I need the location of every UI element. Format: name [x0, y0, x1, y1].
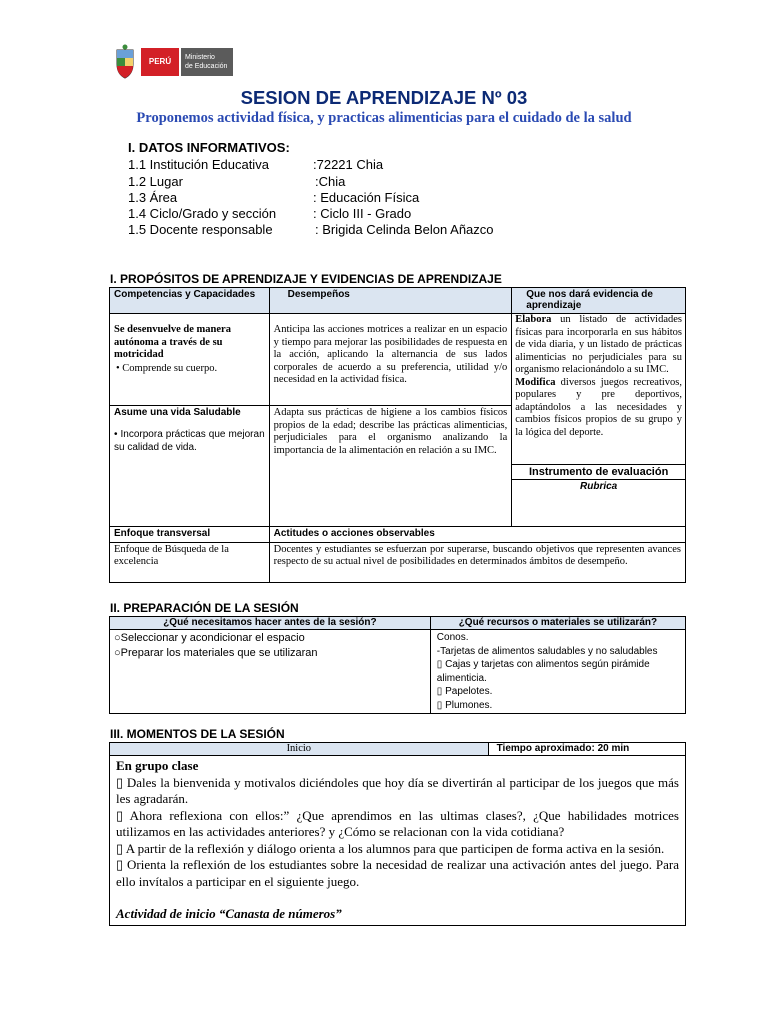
preparacion-heading: II. PREPARACIÓN DE LA SESIÓN [110, 601, 299, 615]
evidencia-verb: Modifica [515, 376, 556, 388]
tiempo-label: Tiempo aproximado: 20 min [488, 743, 685, 756]
datos-label: 1.5 Docente responsable [128, 222, 273, 237]
list-item: ▯ Cajas y tarjetas con alimentos según pirámide alimenticia. [436, 659, 650, 684]
paragraph: ▯ Dales la bienvenida y motivalos diciéndoles que hoy día se divertirán al participar de los juegos que más les agradarán. [116, 774, 679, 806]
datos-row [128, 157, 269, 172]
col-evidencia: Que nos dará evidencia de aprendizaje [512, 288, 686, 314]
circle-bullet-icon: ○ [114, 632, 121, 644]
comp1-desempeno: Anticipa las acciones motrices a realizar en un espacio y tiempo para mejorar las posibilidades de respuesta en la acción, aplicando la alternancia de sus lados corporales de acuerdo a su preferencia, utilidad y/o necesidad en la actividad física. [269, 314, 512, 406]
datos-label: 1.1 Institución Educativa [128, 157, 269, 172]
datos-label: 1.4 Ciclo/Grado y sección [128, 206, 277, 221]
inicio-content [110, 756, 686, 926]
comp2-desempeno: Adapta sus prácticas de higiene a los cambios físicos propios de la edad; describe las prácticas alimenticias, perjudiciales para el organismo analizando la importancia de la alimentación en relación a su IMC. [269, 406, 512, 527]
datos-label: 1.3 Área [128, 190, 178, 205]
datos-row [128, 190, 177, 205]
circle-bullet-icon: ○ [114, 647, 121, 659]
datos-value: :72221 Chia [313, 157, 384, 172]
missing-glyph-icon: ▯ [116, 774, 124, 790]
col-antes: ¿Qué necesitamos hacer antes de la sesión? [110, 617, 431, 630]
inicio-label: Inicio [110, 743, 489, 756]
datos-value: : Ciclo III - Grado [313, 206, 412, 221]
list-item: Conos. [436, 632, 469, 643]
logo-country-label: PERÚ [141, 48, 179, 76]
missing-glyph-icon: ▯ [436, 699, 443, 711]
instrumento-cell [512, 465, 686, 527]
col-desempenos: Desempeños [269, 288, 512, 314]
antes-cell [110, 630, 431, 714]
missing-glyph-icon: ▯ [436, 686, 443, 697]
comp1-capacidad: • Comprende su cuerpo. [116, 362, 218, 374]
comp2-capacidad: • Incorpora prácticas que mejoran su calidad de vida. [114, 429, 265, 453]
datos-heading: I. DATOS INFORMATIVOS: [128, 140, 290, 155]
enfoque-label: Enfoque transversal [110, 527, 270, 543]
preparacion-table [109, 616, 686, 714]
page-title: SESION DE APRENDIZAJE Nº 03 [240, 87, 528, 108]
missing-glyph-icon: ▯ [436, 659, 443, 670]
evidencia-verb: Elabora [515, 314, 552, 325]
evidencia-cell [512, 314, 686, 465]
list-item: ○Preparar los materiales que se utilizaran [114, 647, 318, 659]
enfoque-value: Enfoque de Búsqueda de la excelencia [110, 543, 270, 583]
list-item: ▯ Papelotes. [436, 686, 493, 697]
instrumento-label: Instrumento de evaluación [512, 465, 685, 480]
logo-ministry-label [181, 48, 233, 76]
datos-value: :Chia [315, 174, 346, 189]
comp1-cell [110, 314, 270, 406]
momentos-table [109, 742, 686, 926]
page-subtitle: Proponemos actividad física, y practicas alimenticias para el cuidado de la salud [136, 110, 632, 126]
actividad-title: Actividad de inicio “Canasta de números” [116, 906, 342, 921]
datos-value: : Brigida Celinda Belon Añazco [315, 222, 494, 237]
recursos-cell [430, 630, 685, 714]
instrumento-value: Rubrica [580, 481, 618, 492]
propositos-table [109, 287, 686, 583]
comp1-title: Se desenvuelve de manera autónoma a través de su motricidad [114, 324, 231, 360]
actitudes-label: Actitudes o acciones observables [269, 527, 685, 543]
propositos-heading: I. PROPÓSITOS DE APRENDIZAJE Y EVIDENCIAS DE APRENDIZAJE [110, 272, 502, 286]
missing-glyph-icon: ▯ [116, 807, 124, 823]
col-competencias: Competencias y Capacidades [110, 288, 270, 314]
peru-coat-of-arms-icon [113, 44, 137, 80]
actitudes-value: Docentes y estudiantes se esfuerzan por superarse, buscando objetivos que representen avances respecto de su actual nivel de posibilidades en determinados ámbitos de desempeño. [269, 543, 685, 583]
datos-label: 1.2 Lugar [128, 174, 183, 189]
comp2-title: Asume una vida Saludable [114, 407, 241, 418]
list-item: ○Seleccionar y acondicionar el espacio [114, 632, 305, 644]
paragraph: ▯ Orienta la reflexión de los estudiantes sobre la necesidad de realizar una activación antes del juego. Para ello invítalos a participar en el siguiente juego. [116, 857, 679, 889]
missing-glyph-icon: ▯ [116, 840, 124, 856]
logo-ministry-line2: de Educación [185, 63, 228, 70]
datos-row [128, 174, 183, 189]
grupo-clase-label: En grupo clase [116, 758, 199, 773]
evidencia-text: diversos juegos recreativos, populares y pre deportivos, adaptándolos a las necesidades y cambios físicos propios de su grupo y la lógica del deporte. [515, 376, 682, 438]
paragraph: ▯ A partir de la reflexión y diálogo orienta a los alumnos para que participen de forma activa en la sesión. [116, 840, 665, 856]
logo-ministry-line1: Ministerio [185, 54, 215, 61]
datos-row [128, 222, 273, 237]
datos-row [128, 206, 276, 221]
comp2-cell [110, 406, 270, 527]
list-item: ▯ Plumones. [436, 699, 493, 711]
col-recursos: ¿Qué recursos o materiales se utilizarán? [430, 617, 685, 630]
missing-glyph-icon: ▯ [116, 857, 124, 872]
momentos-heading: III. MOMENTOS DE LA SESIÓN [110, 727, 285, 741]
paragraph: ▯ Ahora reflexiona con ellos:” ¿Que aprendimos en las ultimas clases?, ¿Que habilidades motrices utilizamos en las actividades anteriores? y ¿Cómo se relacionan con la vida cotidiana? [116, 807, 679, 839]
evidencia-text: un listado de actividades físicas para incorporarla en sus hábitos de vida diaria, y un listado de prácticas alimenticias no perjudiciales para su organismo relacionándolo a su IMC. [515, 314, 682, 375]
list-item: -Tarjetas de alimentos saludables y no saludables [436, 645, 658, 657]
minedu-logo [113, 44, 233, 82]
datos-value: : Educación Física [313, 190, 420, 205]
